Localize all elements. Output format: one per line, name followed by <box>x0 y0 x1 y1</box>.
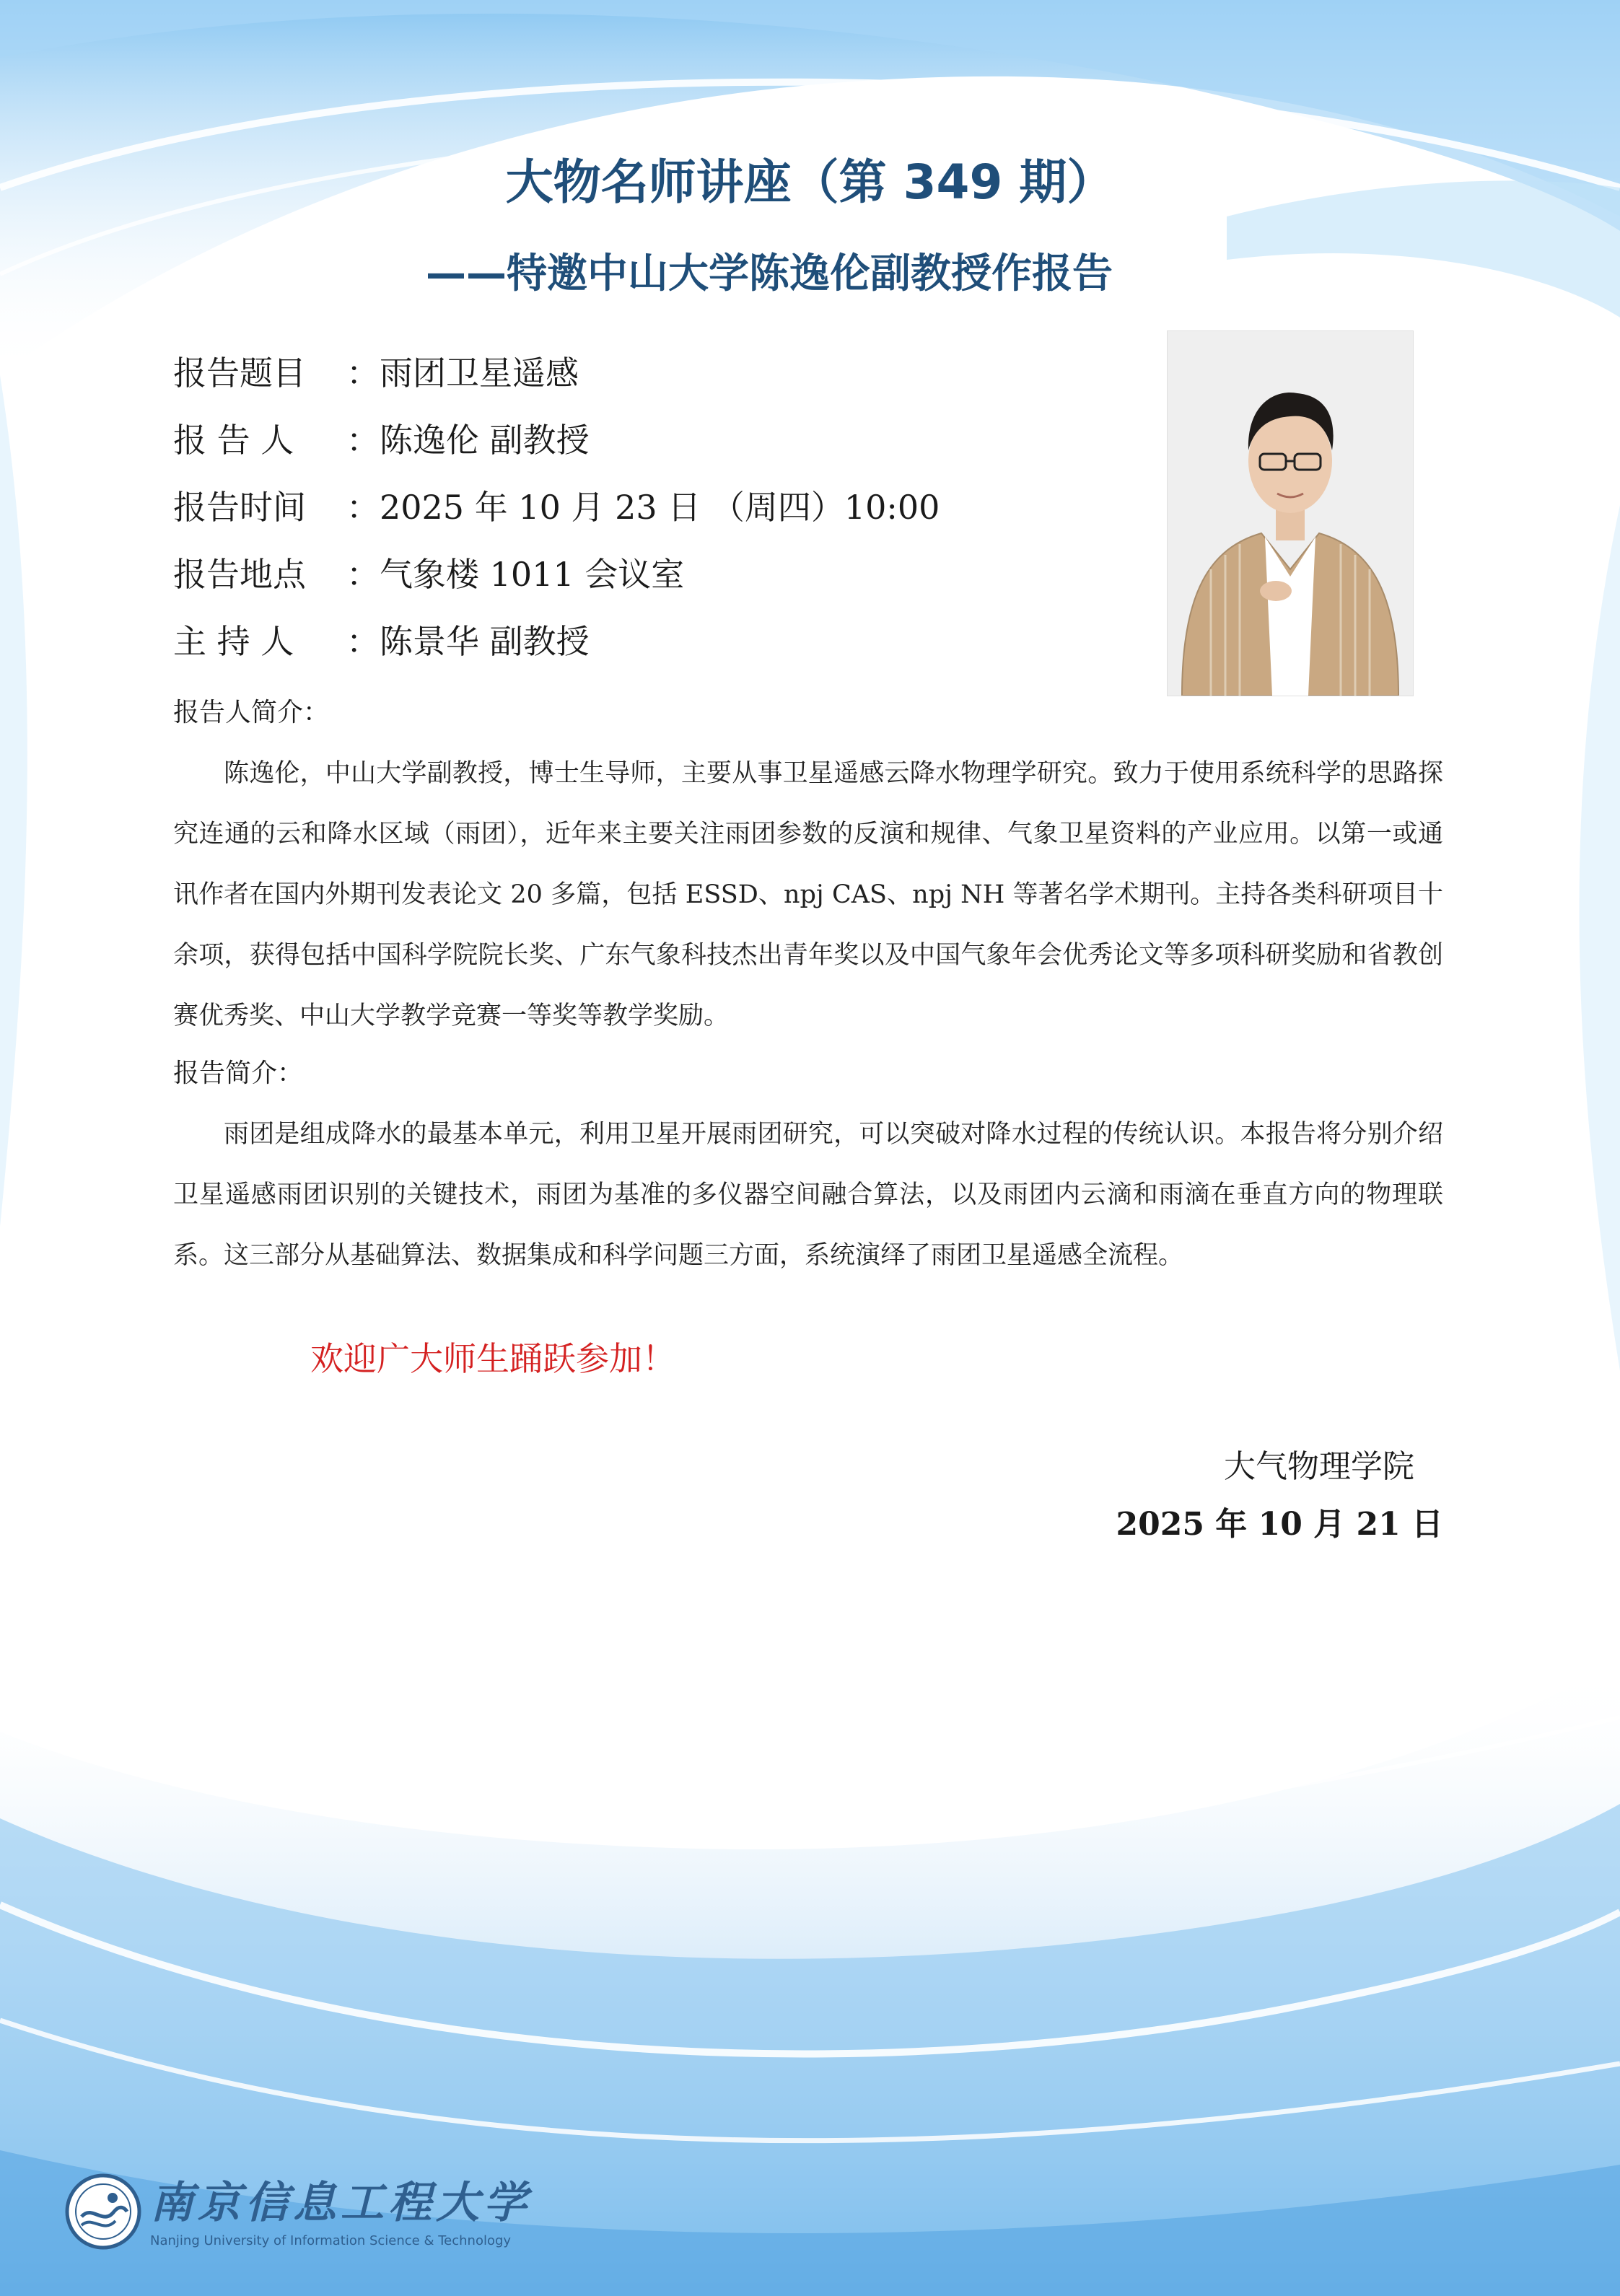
issue-date: 2025 年 10 月 21 日 <box>1116 1506 1443 1543</box>
info-label: 报告时间 <box>173 488 306 527</box>
info-label: 报告题目 <box>173 354 306 393</box>
info-value: 2025 年 10 月 23 日 （周四）10:00 <box>380 488 940 527</box>
university-name-en: Nanjing University of Information Science & Technology <box>150 2233 512 2248</box>
info-label: 报告地点 <box>173 555 306 594</box>
info-colon: ： <box>346 421 380 460</box>
info-row-location <box>173 549 1111 600</box>
emblem-icon <box>64 2172 143 2251</box>
welcome-message: 欢迎广大师生踊跃参加！ <box>310 1339 675 1378</box>
bio-heading: 报告人简介： <box>173 698 330 727</box>
university-name-cn: 南京信息工程大学 <box>150 2178 531 2228</box>
info-colon: ： <box>346 622 380 661</box>
university-logo <box>64 2172 531 2258</box>
page-subtitle: ——特邀中山大学陈逸伦副教授作报告 <box>426 250 1113 297</box>
info-colon: ： <box>346 555 380 594</box>
info-row-speaker <box>173 415 1111 465</box>
info-value: 陈逸伦 副教授 <box>380 421 590 460</box>
organizer-name: 大气物理学院 <box>1224 1448 1414 1485</box>
abstract-heading: 报告简介： <box>173 1059 304 1088</box>
info-value: 气象楼 1011 会议室 <box>380 555 685 594</box>
info-row-host <box>173 616 1111 667</box>
speaker-photo <box>1167 330 1414 696</box>
info-colon: ： <box>346 488 380 527</box>
info-row-topic <box>173 348 1111 398</box>
info-value: 雨团卫星遥感 <box>380 354 579 393</box>
bio-paragraph: 陈逸伦，中山大学副教授，博士生导师，主要从事卫星遥感云降水物理学研究。致力于使用系统科学的思路探究连通的云和降水区域（雨团），近年来主要关注雨团参数的反演和规律、气象卫星资料的产业应用。以第一或通讯作者在国内外期刊发表论文 20 多篇，包括 ESSD、npj CAS、npj NH 等著名学术期刊。主持各类科研项目十余项，获得包括中国科学院院长奖、广东气象科技杰出青年奖以及中国气象年会优秀论文等多项科研奖励和省教创赛优秀奖、中山大学教学竞赛一等奖等教学奖励。 <box>173 759 1443 1030</box>
info-label: 报 告 人 <box>173 421 294 460</box>
info-row-time <box>173 482 1111 533</box>
abstract-paragraph: 雨团是组成降水的最基本单元，利用卫星开展雨团研究，可以突破对降水过程的传统认识。本报告将分别介绍卫星遥感雨团识别的关键技术，雨团为基准的多仪器空间融合算法，以及雨团内云滴和雨滴在垂直方向的物理联系。这三部分从基础算法、数据集成和科学问题三方面，系统演绎了雨团卫星遥感全流程。 <box>173 1120 1443 1270</box>
info-label: 主 持 人 <box>173 622 294 661</box>
info-value: 陈景华 副教授 <box>380 622 590 661</box>
info-colon: ： <box>346 354 380 393</box>
page-title: 大物名师讲座（第 349 期） <box>505 154 1115 210</box>
portrait-icon <box>1168 331 1413 696</box>
